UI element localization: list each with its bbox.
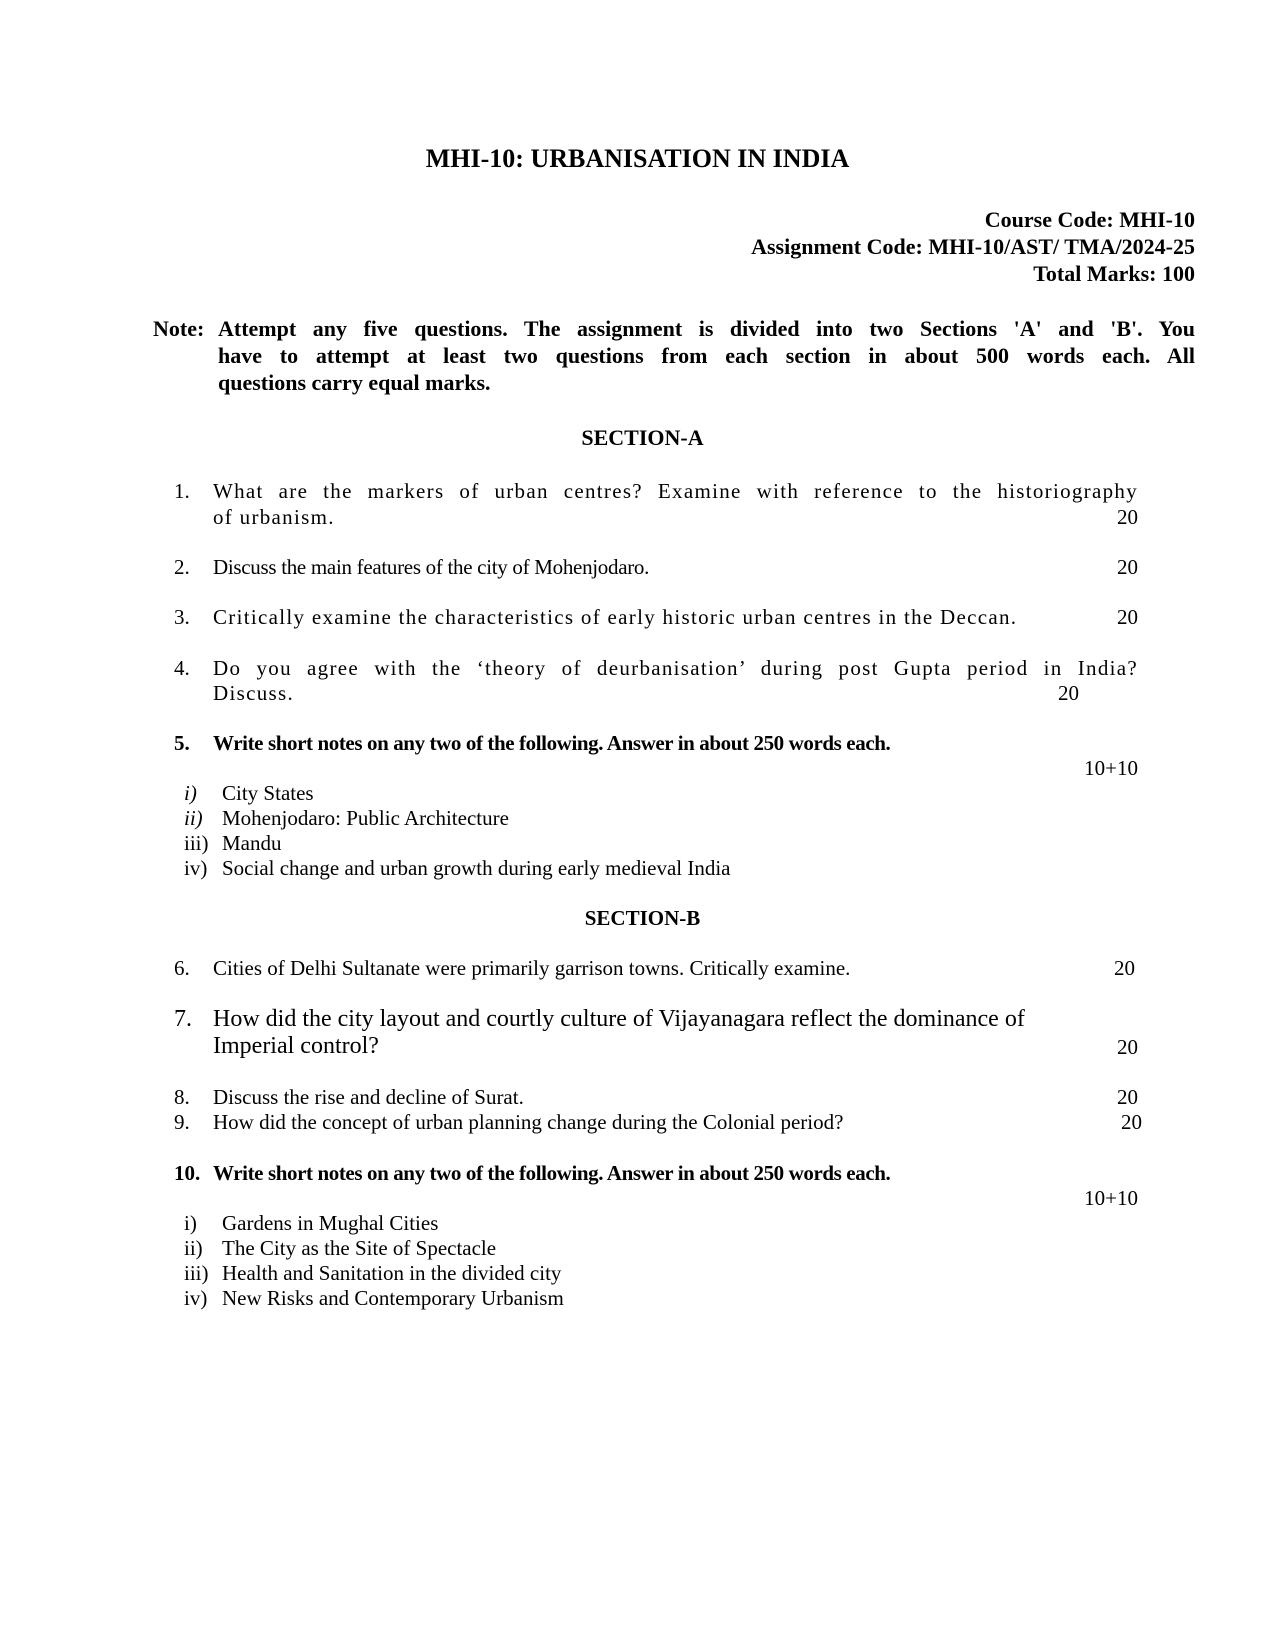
question-number: 10. [174, 1161, 201, 1185]
note-label: Note: [153, 316, 205, 341]
item-number: i) [184, 1211, 197, 1235]
item-number: iv) [184, 1286, 208, 1310]
question-6: Cities of Delhi Sultanate were primarily garrison towns. Critically examine. [213, 956, 851, 980]
item-number: i) [184, 781, 197, 805]
note-line-3: questions carry equal marks. [218, 370, 491, 395]
sub-item: Health and Sanitation in the divided city [222, 1261, 562, 1285]
question-3: Critically examine the characteristics of early historic urban centres in the Deccan. [213, 605, 1018, 629]
question-number: 7. [174, 1006, 192, 1032]
question-2: Discuss the main features of the city of Mohenjodaro. [213, 555, 650, 579]
question-1-line-2: of urbanism. [213, 505, 335, 529]
question-number: 4. [174, 656, 190, 680]
question-number: 8. [174, 1085, 190, 1109]
question-7-line-1: How did the city layout and courtly culture of Vijayanagara reflect the dominance of [213, 1006, 1025, 1032]
question-number: 3. [174, 605, 190, 629]
question-5: Write short notes on any two of the following. Answer in about 250 words each. [213, 731, 891, 755]
item-number: iv) [184, 856, 208, 880]
question-number: 5. [174, 731, 190, 755]
sub-item: New Risks and Contemporary Urbanism [222, 1286, 564, 1310]
question-8: Discuss the rise and decline of Surat. [213, 1085, 524, 1109]
item-number: iii) [184, 1261, 209, 1285]
question-4-line-1: Do you agree with the ‘theory of deurbanisation’ during post Gupta period in India? [213, 656, 1138, 680]
note-line-1: Attempt any five questions. The assignment is divided into two Sections 'A' and 'B'. You [218, 316, 1195, 341]
item-number: ii) [184, 1236, 203, 1260]
assignment-code: Assignment Code: MHI-10/AST/ TMA/2024-25 [751, 234, 1195, 259]
question-marks: 20 [1117, 555, 1138, 579]
question-marks: 20 [1058, 681, 1079, 705]
question-marks: 20 [1117, 1085, 1138, 1109]
question-marks: 20 [1114, 956, 1135, 980]
sub-item: Gardens in Mughal Cities [222, 1211, 439, 1235]
page-title: MHI-10: URBANISATION IN INDIA [425, 144, 850, 173]
question-marks: 20 [1117, 505, 1138, 529]
question-4-line-2: Discuss. [213, 681, 294, 705]
section-a-heading: SECTION-A [581, 425, 704, 450]
item-number: ii) [184, 806, 203, 830]
section-b-heading: SECTION-B [584, 906, 701, 930]
question-7-line-2: Imperial control? [213, 1033, 379, 1059]
question-marks: 20 [1121, 1110, 1142, 1134]
course-code: Course Code: MHI-10 [984, 207, 1195, 232]
question-10: Write short notes on any two of the following. Answer in about 250 words each. [213, 1161, 891, 1185]
question-number: 9. [174, 1110, 190, 1134]
question-marks: 20 [1117, 1035, 1138, 1059]
question-number: 1. [174, 479, 190, 503]
question-number: 2. [174, 555, 190, 579]
question-marks: 20 [1117, 605, 1138, 629]
question-marks: 10+10 [1084, 1186, 1138, 1210]
note-line-2: have to attempt at least two questions from each section in about 500 words each. All [218, 343, 1195, 368]
question-number: 6. [174, 956, 190, 980]
sub-item: Mandu [222, 831, 282, 855]
item-number: iii) [184, 831, 209, 855]
sub-item: Mohenjodaro: Public Architecture [222, 806, 509, 830]
sub-item: The City as the Site of Spectacle [222, 1236, 497, 1260]
question-1-line-1: What are the markers of urban centres? Examine with reference to the historiography [213, 479, 1138, 503]
question-9: How did the concept of urban planning change during the Colonial period? [213, 1110, 844, 1134]
sub-item: Social change and urban growth during early medieval India [222, 856, 731, 880]
question-marks: 10+10 [1084, 756, 1138, 780]
sub-item: City States [222, 781, 314, 805]
total-marks: Total Marks: 100 [1033, 261, 1195, 286]
